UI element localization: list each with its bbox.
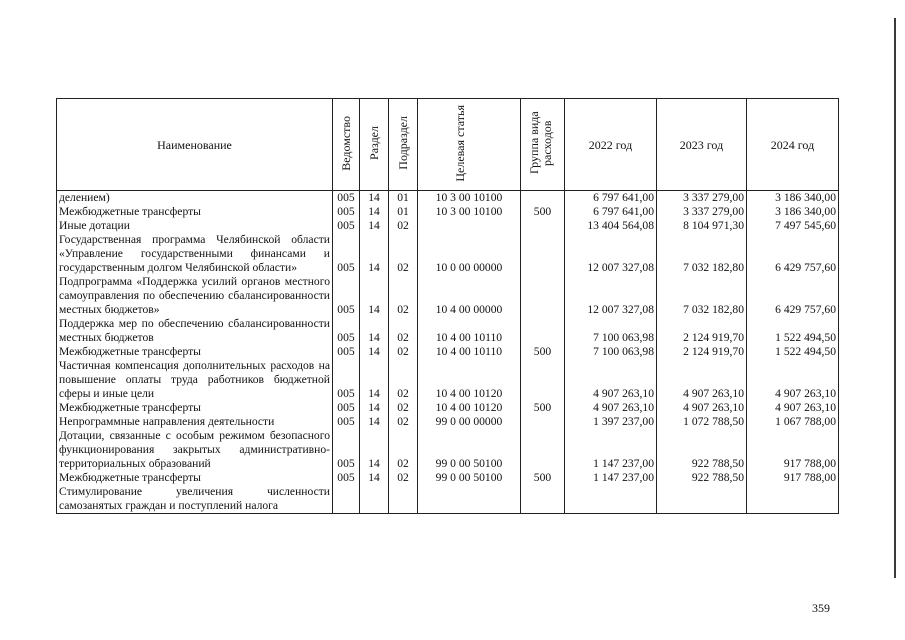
cell-subsection: 02	[389, 317, 418, 345]
cell-2022: 12 007 327,08	[565, 275, 657, 317]
cell-name: Частичная компенсация дополнительных расходов на повышение оплаты труда работников бюджетной сферы и иные цели	[57, 359, 333, 401]
cell-2023: 1 072 788,50	[657, 415, 747, 429]
cell-2022: 6 797 641,00	[565, 191, 657, 206]
header-2024: 2024 год	[747, 99, 839, 191]
table-body	[57, 191, 839, 514]
cell-2024: 917 788,00	[747, 471, 839, 485]
header-section: Раздел	[360, 99, 389, 191]
cell-target: 10 4 00 10120	[418, 359, 521, 401]
cell-section: 14	[360, 275, 389, 317]
cell-ministry: 005	[333, 219, 360, 233]
page-edge-shadow	[894, 18, 896, 578]
cell-2024	[747, 485, 839, 514]
cell-name: Поддержка мер по обеспечению сбалансированности местных бюджетов	[57, 317, 333, 345]
cell-section: 14	[360, 219, 389, 233]
cell-2024: 4 907 263,10	[747, 359, 839, 401]
table-row	[57, 401, 839, 415]
cell-2024: 6 429 757,60	[747, 275, 839, 317]
cell-section: 14	[360, 359, 389, 401]
cell-section: 14	[360, 345, 389, 359]
cell-target	[418, 485, 521, 514]
table-header-row	[57, 99, 839, 191]
header-target: Целевая статья	[418, 99, 521, 191]
cell-2023	[657, 485, 747, 514]
cell-2023: 8 104 971,30	[657, 219, 747, 233]
cell-expense-group	[521, 191, 565, 206]
budget-table	[56, 98, 839, 514]
cell-ministry: 005	[333, 359, 360, 401]
cell-name: Стимулирование увеличения численности самозанятых граждан и поступлений налога	[57, 485, 333, 514]
cell-target: 10 3 00 10100	[418, 205, 521, 219]
cell-2023: 3 337 279,00	[657, 191, 747, 206]
cell-expense-group	[521, 415, 565, 429]
cell-subsection: 01	[389, 191, 418, 206]
cell-2024: 1 522 494,50	[747, 345, 839, 359]
cell-2022	[565, 485, 657, 514]
cell-2024: 1 522 494,50	[747, 317, 839, 345]
cell-subsection: 02	[389, 471, 418, 485]
cell-2022: 1 147 237,00	[565, 471, 657, 485]
cell-2024: 6 429 757,60	[747, 233, 839, 275]
cell-2023: 4 907 263,10	[657, 401, 747, 415]
cell-target: 10 3 00 10100	[418, 191, 521, 206]
cell-name: Подпрограмма «Поддержка усилий органов местного самоуправления по обеспечению сбалансированности местных бюджетов»	[57, 275, 333, 317]
cell-name: Межбюджетные трансферты	[57, 401, 333, 415]
cell-target: 99 0 00 50100	[418, 471, 521, 485]
cell-expense-group	[521, 429, 565, 471]
cell-name: Межбюджетные трансферты	[57, 471, 333, 485]
table-row	[57, 471, 839, 485]
cell-section: 14	[360, 191, 389, 206]
cell-name: Непрограммные направления деятельности	[57, 415, 333, 429]
cell-subsection: 02	[389, 233, 418, 275]
header-subsection: Подраздел	[389, 99, 418, 191]
page-number: 359	[812, 601, 830, 615]
cell-expense-group: 500	[521, 401, 565, 415]
cell-2022: 4 907 263,10	[565, 359, 657, 401]
cell-target: 10 4 00 00000	[418, 275, 521, 317]
cell-name: делением)	[57, 191, 333, 206]
cell-2022: 12 007 327,08	[565, 233, 657, 275]
cell-2022: 1 147 237,00	[565, 429, 657, 471]
cell-2024: 4 907 263,10	[747, 401, 839, 415]
cell-section: 14	[360, 471, 389, 485]
cell-target: 99 0 00 50100	[418, 429, 521, 471]
cell-name: Иные дотации	[57, 219, 333, 233]
cell-target: 10 4 00 10120	[418, 401, 521, 415]
cell-subsection	[389, 485, 418, 514]
cell-2022: 1 397 237,00	[565, 415, 657, 429]
cell-2024: 1 067 788,00	[747, 415, 839, 429]
table-row	[57, 359, 839, 401]
cell-expense-group: 500	[521, 471, 565, 485]
table-row	[57, 233, 839, 275]
cell-target: 99 0 00 00000	[418, 415, 521, 429]
cell-section: 14	[360, 317, 389, 345]
cell-expense-group	[521, 317, 565, 345]
cell-subsection: 02	[389, 275, 418, 317]
cell-section: 14	[360, 415, 389, 429]
cell-2024: 3 186 340,00	[747, 191, 839, 206]
cell-2022: 4 907 263,10	[565, 401, 657, 415]
table-row	[57, 317, 839, 345]
cell-subsection: 02	[389, 401, 418, 415]
cell-2024: 3 186 340,00	[747, 205, 839, 219]
cell-2023: 7 032 182,80	[657, 233, 747, 275]
cell-2024: 917 788,00	[747, 429, 839, 471]
cell-name: Государственная программа Челябинской области «Управление государственными финансами и государственным долгом Челябинской области»	[57, 233, 333, 275]
cell-subsection: 02	[389, 429, 418, 471]
cell-2023: 3 337 279,00	[657, 205, 747, 219]
cell-subsection: 01	[389, 205, 418, 219]
cell-subsection: 02	[389, 345, 418, 359]
table-row	[57, 345, 839, 359]
cell-expense-group	[521, 485, 565, 514]
header-expense-group: Группа вида расходов	[521, 99, 565, 191]
cell-ministry: 005	[333, 205, 360, 219]
cell-ministry: 005	[333, 191, 360, 206]
cell-expense-group: 500	[521, 205, 565, 219]
cell-expense-group	[521, 219, 565, 233]
cell-section: 14	[360, 233, 389, 275]
cell-target: 10 0 00 00000	[418, 233, 521, 275]
cell-ministry: 005	[333, 233, 360, 275]
cell-section: 14	[360, 429, 389, 471]
cell-target: 10 4 00 10110	[418, 317, 521, 345]
cell-2022: 7 100 063,98	[565, 345, 657, 359]
cell-2023: 4 907 263,10	[657, 359, 747, 401]
cell-expense-group	[521, 275, 565, 317]
cell-expense-group	[521, 233, 565, 275]
cell-ministry	[333, 485, 360, 514]
cell-name: Межбюджетные трансферты	[57, 205, 333, 219]
cell-section	[360, 485, 389, 514]
cell-2023: 7 032 182,80	[657, 275, 747, 317]
cell-name: Межбюджетные трансферты	[57, 345, 333, 359]
cell-subsection: 02	[389, 359, 418, 401]
cell-target	[418, 219, 521, 233]
cell-section: 14	[360, 205, 389, 219]
cell-ministry: 005	[333, 415, 360, 429]
table-row	[57, 429, 839, 471]
cell-2022: 13 404 564,08	[565, 219, 657, 233]
cell-ministry: 005	[333, 401, 360, 415]
cell-ministry: 005	[333, 345, 360, 359]
header-2022: 2022 год	[565, 99, 657, 191]
cell-2023: 922 788,50	[657, 429, 747, 471]
cell-section: 14	[360, 401, 389, 415]
cell-target: 10 4 00 10110	[418, 345, 521, 359]
cell-2022: 6 797 641,00	[565, 205, 657, 219]
cell-expense-group: 500	[521, 345, 565, 359]
cell-subsection: 02	[389, 219, 418, 233]
header-ministry: Ведомство	[333, 99, 360, 191]
cell-2023: 922 788,50	[657, 471, 747, 485]
cell-ministry: 005	[333, 317, 360, 345]
table-row	[57, 485, 839, 514]
cell-name: Дотации, связанные с особым режимом безопасного функционирования закрытых административно-территориальных образований	[57, 429, 333, 471]
table-row	[57, 191, 839, 206]
cell-2023: 2 124 919,70	[657, 317, 747, 345]
cell-2024: 7 497 545,60	[747, 219, 839, 233]
header-name: Наименование	[57, 99, 333, 191]
table-row	[57, 415, 839, 429]
table-row	[57, 275, 839, 317]
header-2023: 2023 год	[657, 99, 747, 191]
cell-expense-group	[521, 359, 565, 401]
cell-ministry: 005	[333, 275, 360, 317]
cell-subsection: 02	[389, 415, 418, 429]
cell-ministry: 005	[333, 471, 360, 485]
cell-2022: 7 100 063,98	[565, 317, 657, 345]
table-row	[57, 205, 839, 219]
cell-ministry: 005	[333, 429, 360, 471]
table-row	[57, 219, 839, 233]
cell-2023: 2 124 919,70	[657, 345, 747, 359]
